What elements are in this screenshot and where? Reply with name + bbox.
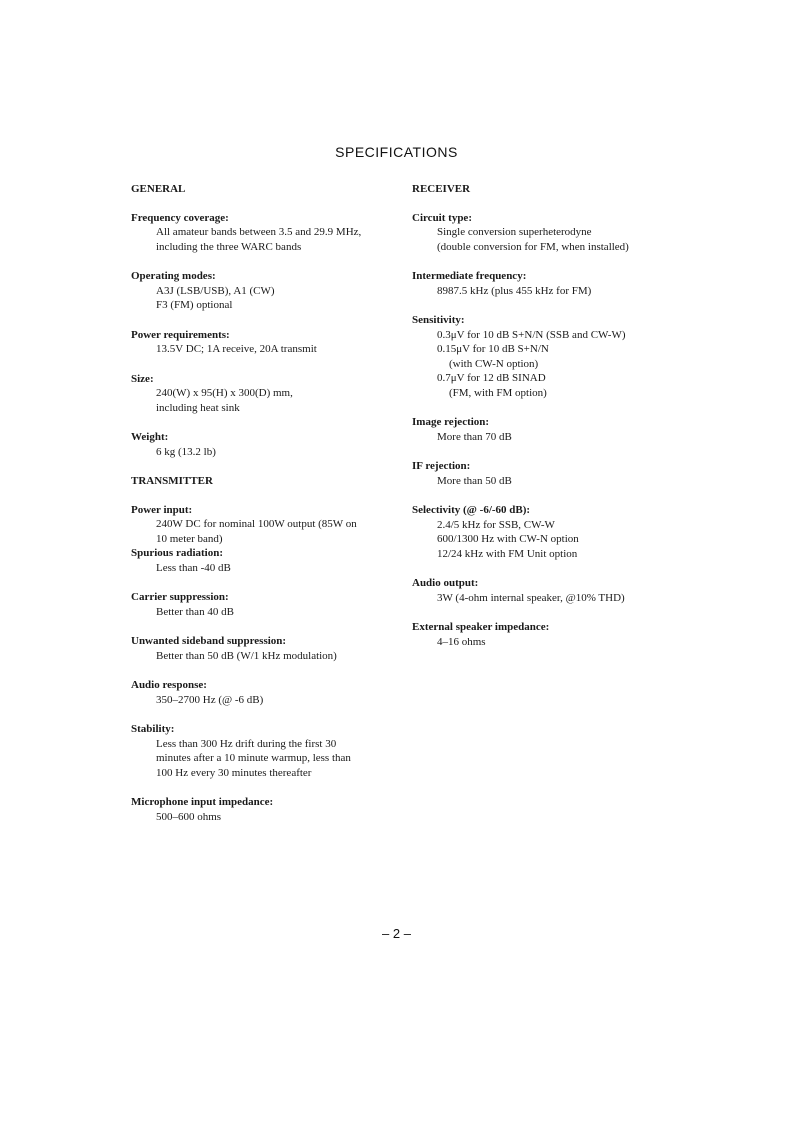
spec-value: 13.5V DC; 1A receive, 20A transmit — [156, 343, 317, 355]
spec-sensitivity — [412, 313, 672, 400]
spec-value: 0.15μV for 10 dB S+N/N — [437, 343, 549, 355]
page-title: SPECIFICATIONS — [335, 144, 458, 160]
spec-circuit-type — [412, 211, 672, 255]
spec-value: 350–2700 Hz (@ -6 dB) — [156, 693, 264, 706]
spec-value: (double conversion for FM, when installed) — [437, 240, 629, 253]
spec-selectivity — [412, 503, 672, 561]
spec-value: (with CW-N option) — [449, 357, 539, 370]
spec-label: Frequency coverage: — [131, 211, 229, 224]
spec-operating-modes — [131, 269, 391, 313]
spec-label: Unwanted sideband suppression: — [131, 635, 287, 647]
spec-if-rejection — [412, 459, 672, 488]
spec-value: 3W (4-ohm internal speaker, @10% THD) — [437, 591, 625, 604]
spec-value: 4–16 ohms — [437, 635, 486, 648]
spec-power-requirements — [131, 328, 391, 357]
spec-label: External speaker impedance: — [412, 621, 550, 633]
spec-intermediate-frequency — [412, 269, 672, 298]
spec-microphone-impedance — [131, 795, 391, 824]
spec-external-speaker — [412, 620, 672, 649]
spec-value: A3J (LSB/USB), A1 (CW) — [156, 284, 275, 297]
spec-value: 6 kg (13.2 lb) — [156, 445, 216, 458]
spec-label: Circuit type: — [412, 211, 472, 224]
spec-unwanted-sideband — [131, 634, 391, 663]
spec-value: 2.4/5 kHz for SSB, CW-W — [437, 518, 555, 531]
spec-label: Microphone input impedance: — [131, 796, 274, 808]
spec-value: Better than 40 dB — [156, 605, 234, 618]
spec-label: Audio response: — [131, 679, 207, 691]
spec-weight — [131, 430, 391, 459]
spec-label: Power input: — [131, 503, 193, 516]
spec-value: Less than 300 Hz drift during the first 30 — [156, 737, 337, 750]
spec-value: including the three WARC bands — [156, 240, 302, 253]
receiver-heading: RECEIVER — [412, 183, 471, 195]
spec-value: 8987.5 kHz (plus 455 kHz for FM) — [437, 284, 592, 297]
spec-label: Spurious radiation: — [131, 547, 223, 559]
spec-value: (FM, with FM option) — [449, 386, 547, 399]
spec-label: Power requirements: — [131, 328, 230, 341]
spec-size — [131, 372, 391, 416]
spec-value: More than 70 dB — [437, 430, 512, 443]
spec-value: 100 Hz every 30 minutes thereafter — [156, 766, 312, 779]
spec-label: Sensitivity: — [412, 314, 465, 326]
spec-value: 500–600 ohms — [156, 810, 222, 823]
spec-value: 600/1300 Hz with CW-N option — [437, 533, 579, 545]
spec-label: Operating modes: — [131, 270, 216, 282]
spec-label: Intermediate frequency: — [412, 270, 527, 282]
spec-label: IF rejection: — [412, 460, 471, 472]
spec-value: 240(W) x 95(H) x 300(D) mm, — [156, 387, 293, 399]
spec-spurious-radiation — [131, 546, 391, 575]
transmitter-heading: TRANSMITTER — [131, 475, 213, 487]
spec-stability — [131, 722, 391, 780]
spec-value: 10 meter band) — [156, 532, 223, 545]
spec-value: Better than 50 dB (W/1 kHz modulation) — [156, 649, 337, 662]
spec-frequency-coverage — [131, 211, 391, 255]
right-column — [412, 182, 672, 664]
general-heading: GENERAL — [131, 183, 186, 195]
spec-label: Stability: — [131, 723, 175, 735]
spec-label: Size: — [131, 372, 154, 385]
spec-power-input — [131, 503, 391, 547]
spec-carrier-suppression — [131, 590, 391, 619]
spec-value: 0.3μV for 10 dB S+N/N (SSB and CW-W) — [437, 328, 626, 341]
spec-value: including heat sink — [156, 401, 240, 414]
spec-value: 0.7μV for 12 dB SINAD — [437, 372, 546, 384]
spec-value: minutes after a 10 minute warmup, less than — [156, 752, 351, 764]
spec-label: Selectivity (@ -6/-60 dB): — [412, 504, 531, 516]
spec-image-rejection — [412, 415, 672, 444]
spec-audio-output — [412, 576, 672, 605]
spec-label: Weight: — [131, 431, 169, 443]
spec-value: 240W DC for nominal 100W output (85W on — [156, 518, 357, 530]
spec-value: Single conversion superheterodyne — [437, 226, 592, 238]
spec-audio-response — [131, 678, 391, 707]
spec-label: Carrier suppression: — [131, 591, 229, 603]
left-column — [131, 182, 391, 839]
spec-label: Audio output: — [412, 577, 479, 589]
spec-value: 12/24 kHz with FM Unit option — [437, 547, 578, 560]
page-number: – 2 – — [382, 926, 411, 941]
spec-label: Image rejection: — [412, 416, 490, 428]
spec-value: More than 50 dB — [437, 474, 512, 487]
spec-value: Less than -40 dB — [156, 561, 231, 574]
spec-value: All amateur bands between 3.5 and 29.9 MHz, — [156, 226, 362, 238]
spec-value: F3 (FM) optional — [156, 299, 233, 311]
